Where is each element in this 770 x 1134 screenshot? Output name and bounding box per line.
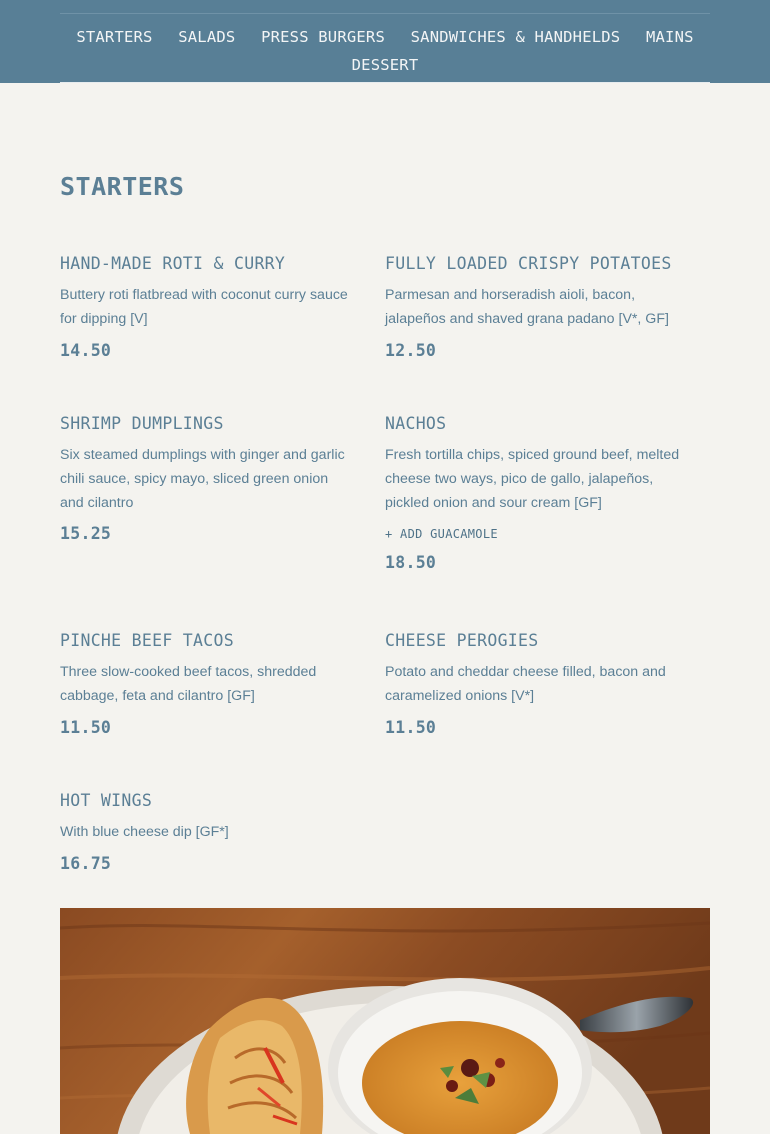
nav-divider-bottom xyxy=(60,82,710,83)
menu-item xyxy=(60,790,360,873)
menu-item-description: Three slow-cooked beef tacos, shredded cabbage, feta and cilantro [GF] xyxy=(60,664,317,704)
menu-item-price: 15.25 xyxy=(60,524,112,544)
menu-item-addon: + ADD GUACAMOLE xyxy=(385,527,498,542)
nav-link-salads[interactable]: SALADS xyxy=(178,28,236,46)
menu-item-description: Buttery roti flatbread with coconut curry sauce for dipping [V] xyxy=(60,287,348,327)
nav-link-press-burgers[interactable]: PRESS BURGERS xyxy=(261,28,385,46)
section-title: STARTERS xyxy=(60,172,185,201)
menu-item-price: 12.50 xyxy=(385,340,437,360)
menu-item-price: 11.50 xyxy=(60,717,112,737)
nav-link-starters[interactable]: STARTERS xyxy=(76,28,153,46)
menu-item-description: Fresh tortilla chips, spiced ground beef, melted cheese two ways, pico de gallo, jalapeños, pickled onion and sour cream [GF] xyxy=(385,447,680,511)
menu-item-description: With blue cheese dip [GF*] xyxy=(60,824,229,840)
menu-item-price: 18.50 xyxy=(385,553,437,573)
menu-item xyxy=(60,413,360,543)
menu-item-name: NACHOS xyxy=(385,414,447,433)
menu-item xyxy=(385,253,685,360)
nav-link-dessert[interactable]: DESSERT xyxy=(351,56,419,74)
menu-item-description: Potato and cheddar cheese filled, bacon and caramelized onions [V*] xyxy=(385,664,666,704)
menu-item xyxy=(60,630,360,737)
menu-item-name: FULLY LOADED CRISPY POTATOES xyxy=(385,254,672,273)
menu-item-name: HAND-MADE ROTI & CURRY xyxy=(60,254,286,273)
menu-item-name: CHEESE PEROGIES xyxy=(385,631,539,650)
menu-item xyxy=(385,413,685,572)
menu-item-name: SHRIMP DUMPLINGS xyxy=(60,414,224,433)
menu-item-price: 14.50 xyxy=(60,340,112,360)
nav-link-mains[interactable]: MAINS xyxy=(645,28,694,46)
menu-item xyxy=(385,630,685,737)
food-photo xyxy=(60,908,710,1134)
menu-item-description: Six steamed dumplings with ginger and garlic chili sauce, spicy mayo, sliced green onion and cilantro xyxy=(60,447,345,511)
menu-item-description: Parmesan and horseradish aioli, bacon, jalapeños and shaved grana padano [V*, GF] xyxy=(385,287,669,327)
menu-item-name: HOT WINGS xyxy=(60,791,153,810)
menu-item-price: 11.50 xyxy=(385,717,437,737)
nav-link-sandwiches-handhelds[interactable]: SANDWICHES & HANDHELDS xyxy=(410,28,621,46)
category-nav xyxy=(60,23,710,79)
nav-divider-top xyxy=(60,13,710,14)
menu-item-name: PINCHE BEEF TACOS xyxy=(60,631,234,650)
menu-item-price: 16.75 xyxy=(60,853,112,873)
top-navigation-bar xyxy=(0,0,770,83)
menu-item xyxy=(60,253,360,360)
